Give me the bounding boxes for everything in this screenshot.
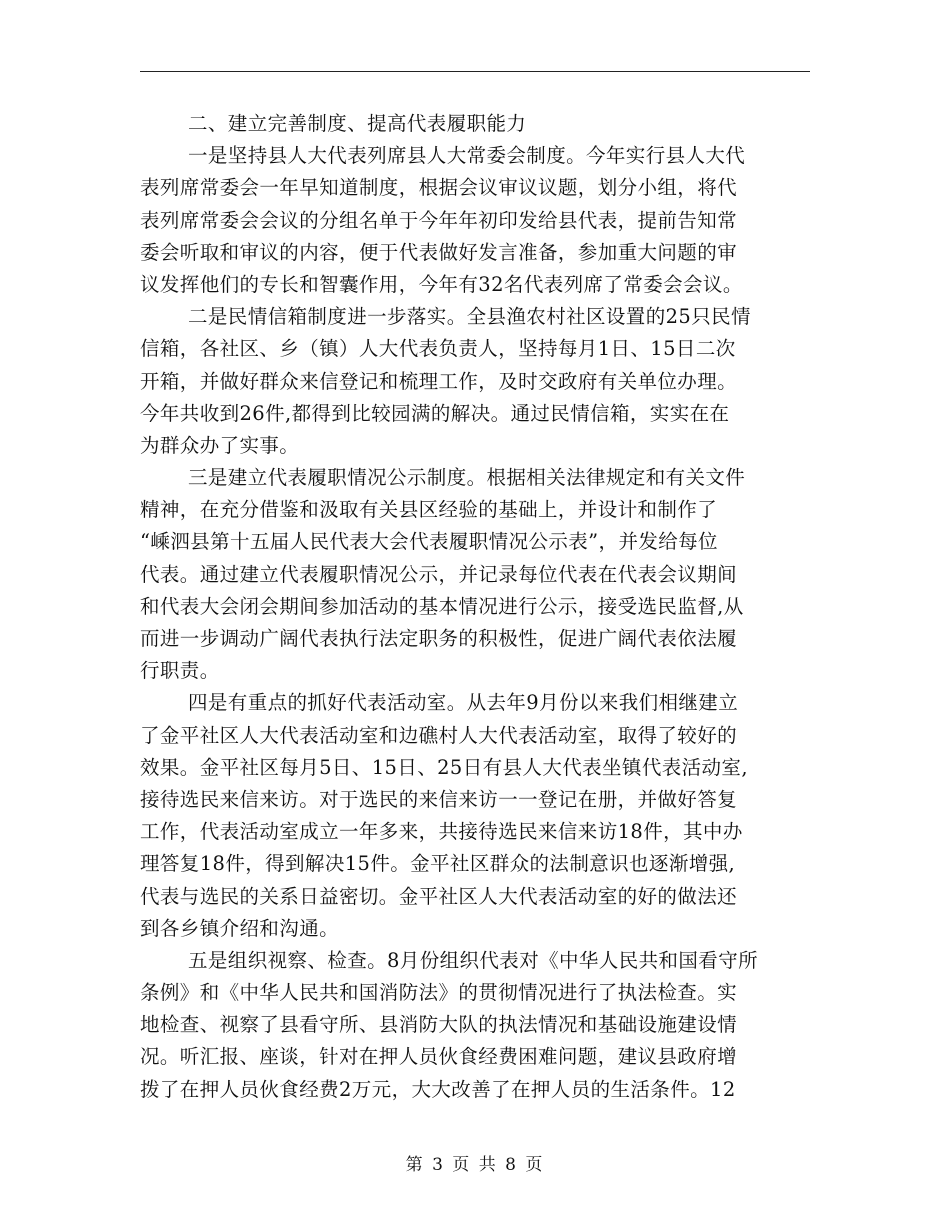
text-line: 而进一步调动广阔代表执行法定职务的积极性，促进广阔代表依法履 <box>140 627 738 650</box>
text-line: 一是坚持县人大代表列席县人大常委会制度。今年实行县人大代 <box>188 144 746 168</box>
text-line: 代表。通过建立代表履职情况公示，并记录每位代表在代表会议期间 <box>140 562 738 586</box>
text-line: 四是有重点的抓好代表活动室。从去年9月份以来我们相继建立 <box>188 691 739 715</box>
text-line: 了金平社区人大代表活动室和边礁村人大代表活动室，取得了较好的 <box>140 723 738 747</box>
text-line: 今年共收到26件,都得到比较园满的解决。通过民情信箱，实实在在 <box>140 401 730 425</box>
text-line: 议发挥他们的专长和智囊作用，今年有32名代表列席了常委会会议。 <box>140 272 743 296</box>
text-line: 到各乡镇介绍和沟通。 <box>140 916 340 940</box>
text-line: 地检查、视察了县看守所、县消防大队的执法情况和基础设施建设情 <box>140 1013 738 1037</box>
text-line: 委会听取和审议的内容，便于代表做好发言准备，参加重大问题的审 <box>140 240 738 264</box>
text-line: 三是建立代表履职情况公示制度。根据相关法律规定和有关文件 <box>188 466 746 490</box>
text-line: 条例》和《中华人民共和国消防法》的贯彻情况进行了执法检查。实 <box>140 981 738 1005</box>
text-line: 行职责。 <box>140 659 220 683</box>
text-line: 二是民情信箱制度进一步落实。全县渔农村社区设置的25只民情 <box>188 305 751 329</box>
text-line: 精神，在充分借鉴和汲取有关县区经验的基础上，并设计和制作了 <box>140 498 718 522</box>
text-line: 和代表大会闭会期间参加活动的基本情况进行公示，接受选民监督,从 <box>140 594 744 618</box>
text-line: 信箱，各社区、乡（镇）人大代表负责人，坚持每月1日、15日二次 <box>140 337 736 361</box>
body-text <box>140 108 812 1106</box>
header-rule <box>140 71 810 72</box>
text-line: 二、建立完善制度、提高代表履职能力 <box>188 112 527 135</box>
text-line: 况。听汇报、座谈，针对在押人员伙食经费困难问题，建议县政府增 <box>140 1045 738 1069</box>
text-line: “嵊泗县第十五届人民代表大会代表履职情况公示表”，并发给每位 <box>140 530 718 554</box>
text-line: 效果。金平社区每月5日、15日、25日有县人大代表坐镇代表活动室, <box>140 755 748 779</box>
text-line: 表列席常委会会议的分组名单于今年年初印发给县代表，提前告知常 <box>140 208 738 232</box>
text-line: 五是组织视察、检查。8月份组织代表对《中华人民共和国看守所 <box>188 948 759 972</box>
text-line: 开箱，并做好群众来信登记和梳理工作，及时交政府有关单位办理。 <box>140 369 738 393</box>
text-line: 为群众办了实事。 <box>140 433 300 457</box>
page-footer: 第 3 页 共 8 页 <box>405 1155 545 1175</box>
text-line: 拨了在押人员伙食经费2万元，大大改善了在押人员的生活条件。12 <box>140 1077 736 1101</box>
text-line: 表列席常委会一年早知道制度，根据会议审议议题，划分小组，将代 <box>140 176 738 200</box>
text-line: 理答复18件，得到解决15件。金平社区群众的法制意识也逐渐增强, <box>140 852 736 876</box>
text-line: 工作，代表活动室成立一年多来，共接待选民来信来访18件，其中办 <box>140 820 743 844</box>
text-line: 接待选民来信来访。对于选民的来信来访一一登记在册，并做好答复 <box>140 787 738 811</box>
text-line: 代表与选民的关系日益密切。金平社区人大代表活动室的好的做法还 <box>140 884 738 908</box>
